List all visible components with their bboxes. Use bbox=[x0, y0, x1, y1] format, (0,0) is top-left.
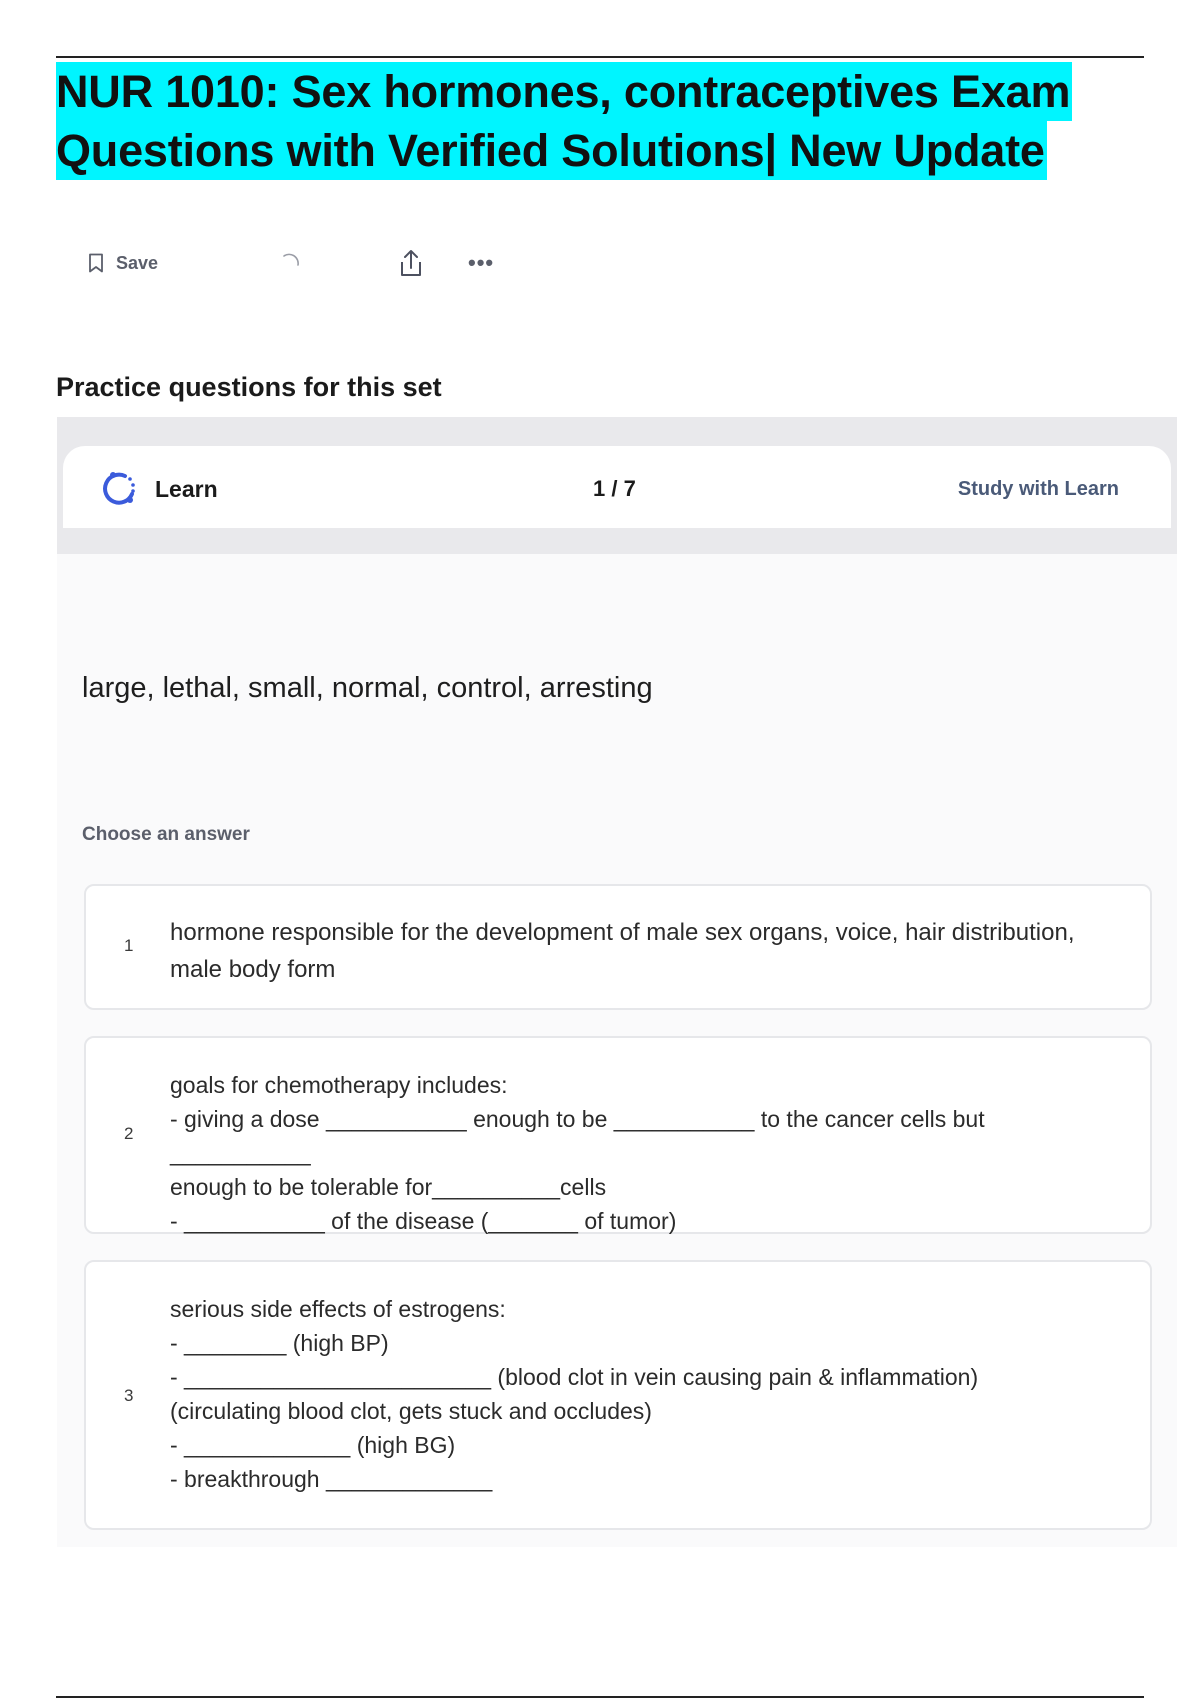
option-number: 2 bbox=[124, 1124, 134, 1143]
learn-mode-icon bbox=[99, 468, 139, 508]
learn-label: Learn bbox=[155, 476, 218, 502]
document-title bbox=[56, 62, 1166, 180]
option-text: goals for chemotherapy includes: - giving a dose ___________ enough to be ___________ to the cancer cells but ___________ enough to be tolerable for__________cells - ___________ of the disease (_______ of tumor) bbox=[170, 1072, 985, 1234]
answer-option-3[interactable] bbox=[84, 1260, 1152, 1530]
option-text: hormone responsible for the development of male sex organs, voice, hair distribution, male body form bbox=[170, 919, 1075, 983]
answer-option-1[interactable] bbox=[84, 884, 1152, 1010]
toolbar bbox=[88, 248, 508, 278]
top-rule bbox=[56, 56, 1144, 58]
more-options-button[interactable] bbox=[468, 248, 494, 278]
save-button[interactable] bbox=[88, 248, 158, 278]
study-with-learn-link[interactable]: Study with Learn bbox=[957, 478, 1119, 500]
more-icon: ••• bbox=[468, 250, 495, 275]
answer-option-2[interactable] bbox=[84, 1036, 1152, 1234]
option-number: 1 bbox=[124, 936, 134, 955]
share-icon bbox=[398, 248, 424, 278]
question-prompt: large, lethal, small, normal, control, arresting bbox=[82, 672, 653, 704]
title-line-2: Questions with Verified Solutions| New Update bbox=[56, 121, 1047, 180]
section-heading: Practice questions for this set bbox=[56, 372, 442, 402]
save-label: Save bbox=[116, 252, 159, 273]
question-progress: 1 / 7 bbox=[593, 476, 636, 501]
loading-spinner-icon bbox=[278, 248, 302, 278]
bookmark-icon bbox=[88, 253, 104, 273]
choose-answer-label: Choose an answer bbox=[82, 824, 250, 845]
option-text: serious side effects of estrogens: - ________ (high BP) - ________________________ (blood clot in vein causing pain & inflammation) (circulating blood clot, gets stuck and occludes) - _____________ (high BG) - breakthrough _____________ bbox=[170, 1296, 979, 1492]
title-line-1: NUR 1010: Sex hormones, contraceptives Exam bbox=[56, 62, 1072, 121]
learn-header bbox=[63, 446, 1171, 528]
option-number: 3 bbox=[124, 1386, 134, 1405]
bottom-rule bbox=[56, 1696, 1144, 1698]
share-button[interactable] bbox=[398, 248, 424, 278]
